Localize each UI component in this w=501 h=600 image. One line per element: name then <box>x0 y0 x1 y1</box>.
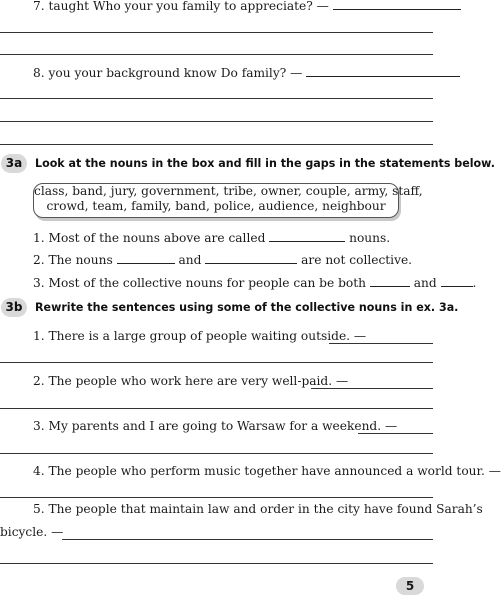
word-box-line-2: crowd, team, family, band, police, audience, neighbour <box>46 199 386 213</box>
answer-blank-b5[interactable] <box>62 539 433 540</box>
page-number: 5 <box>396 577 424 595</box>
sentence-4: 4. The people who perform music together have announced a world tour. — <box>33 464 501 478</box>
answer-line[interactable] <box>0 98 433 99</box>
statement-2: 2. The nouns and are not collective. <box>33 253 413 267</box>
answer-line[interactable] <box>0 362 433 363</box>
gap-2a[interactable] <box>117 263 175 264</box>
question-8: 8. you your background know Do family? — <box>33 66 460 80</box>
answer-line[interactable] <box>0 144 433 145</box>
word-box-line-1: class, band, jury, government, tribe, owner, couple, army, staff, <box>34 184 423 198</box>
sentence-3: 3. My parents and I are going to Warsaw for a weekend. — <box>33 419 398 433</box>
answer-line[interactable] <box>0 563 433 564</box>
statement-3: 3. Most of the collective nouns for people can be both and . <box>33 276 477 290</box>
exercise-badge-3a: 3a <box>1 154 27 173</box>
answer-line[interactable] <box>0 121 433 122</box>
answer-blank-b1[interactable] <box>329 343 433 344</box>
instruction-3a: Look at the nouns in the box and fill in the gaps in the statements below. <box>35 157 495 170</box>
gap-1[interactable] <box>269 241 345 242</box>
statement-1: 1. Most of the nouns above are called nouns. <box>33 231 391 245</box>
gap-3a[interactable] <box>370 286 410 287</box>
answer-blank-8[interactable] <box>306 76 460 77</box>
answer-line[interactable] <box>0 453 433 454</box>
answer-blank-b3[interactable] <box>358 433 433 434</box>
sentence-1: 1. There is a large group of people waiting outside. — <box>33 329 367 343</box>
instruction-3b: Rewrite the sentences using some of the collective nouns in ex. 3a. <box>35 301 459 314</box>
question-7: 7. taught Who your you family to appreciate? — <box>33 0 461 13</box>
answer-line[interactable] <box>0 497 433 498</box>
exercise-badge-3b: 3b <box>1 298 27 317</box>
word-box <box>33 183 423 218</box>
answer-blank-b2[interactable] <box>311 388 433 389</box>
answer-line[interactable] <box>0 32 433 33</box>
sentence-5: 5. The people that maintain law and order in the city have found Sarah’s <box>33 502 483 516</box>
answer-line[interactable] <box>0 54 433 55</box>
answer-line[interactable] <box>0 408 433 409</box>
answer-blank-7[interactable] <box>333 9 461 10</box>
gap-2b[interactable] <box>205 263 297 264</box>
sentence-5-continued: bicycle. — <box>0 525 64 539</box>
sentence-2: 2. The people who work here are very well-paid. — <box>33 374 349 388</box>
gap-3b[interactable] <box>441 286 473 287</box>
